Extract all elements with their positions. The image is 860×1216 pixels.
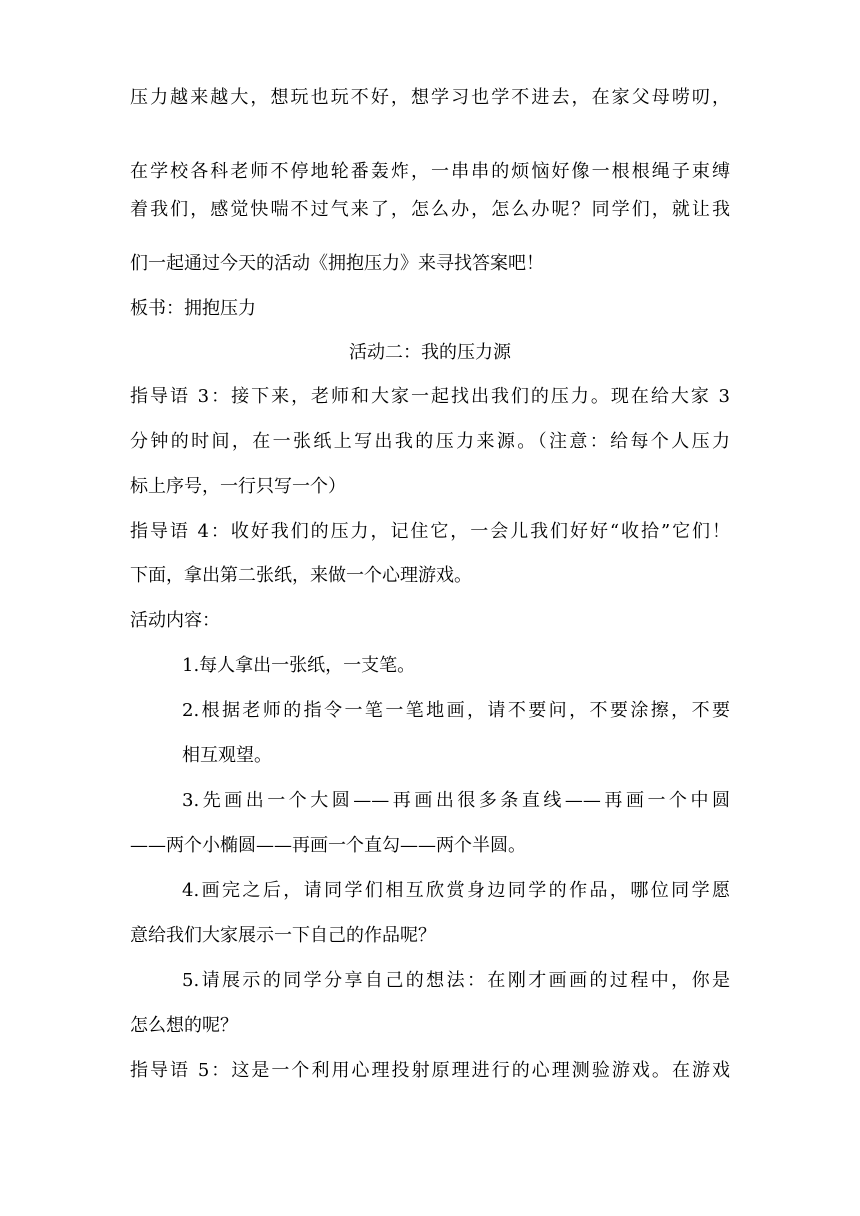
intro-line-4: 们一起通过今天的活动《拥抱压力》来寻找答案吧！: [130, 253, 544, 274]
guide4-line-2: 下面，拿出第二张纸，来做一个心理游戏。: [130, 565, 472, 586]
step-2-line-1: 2.根据老师的指令一笔一笔地画，请不要问，不要涂擦，不要: [182, 700, 730, 721]
step-3-line-2: ——两个小椭圆——再画一个直勾——两个半圆。: [130, 835, 526, 856]
step-5-line-1: 5.请展示的同学分享自己的想法：在刚才画画的过程中，你是: [182, 970, 730, 991]
step-4-line-1: 4.画完之后，请同学们相互欣赏身边同学的作品，哪位同学愿: [182, 880, 730, 901]
intro-line-3: 着我们，感觉快喘不过气来了，怎么办，怎么办呢？同学们，就让我: [130, 199, 730, 220]
step-1-line-1: 1.每人拿出一张纸，一支笔。: [182, 655, 416, 676]
guide4-line-1: 指导语 4：收好我们的压力，记住它，一会儿我们好好“收拾”它们！: [130, 521, 730, 542]
section-title: 活动二：我的压力源: [349, 342, 511, 363]
intro-line-2: 在学校各科老师不停地轮番轰炸，一串串的烦恼好像一根根绳子束缚: [130, 161, 730, 182]
step-3-line-1: 3.先画出一个大圆——再画出很多条直线——再画一个中圆: [182, 790, 730, 811]
activity-heading: 活动内容：: [130, 610, 220, 631]
guide5-line-1: 指导语 5：这是一个利用心理投射原理进行的心理测验游戏。在游戏: [130, 1060, 730, 1081]
step-5-line-2: 怎么想的呢？: [130, 1015, 238, 1036]
step-4-line-2: 意给我们大家展示一下自己的作品呢？: [130, 925, 436, 946]
step-2-line-2: 相互观望。: [182, 745, 272, 766]
board-note: 板书：拥抱压力: [130, 298, 256, 319]
guide3-line-2: 分钟的时间，在一张纸上写出我的压力来源。（注意：给每个人压力: [130, 431, 730, 452]
intro-line-1: 压力越来越大，想玩也玩不好，想学习也学不进去，在家父母唠叨，: [130, 87, 730, 108]
guide3-line-3: 标上序号，一行只写一个）: [130, 476, 346, 497]
guide3-line-1: 指导语 3：接下来，老师和大家一起找出我们的压力。现在给大家 3: [130, 386, 730, 407]
